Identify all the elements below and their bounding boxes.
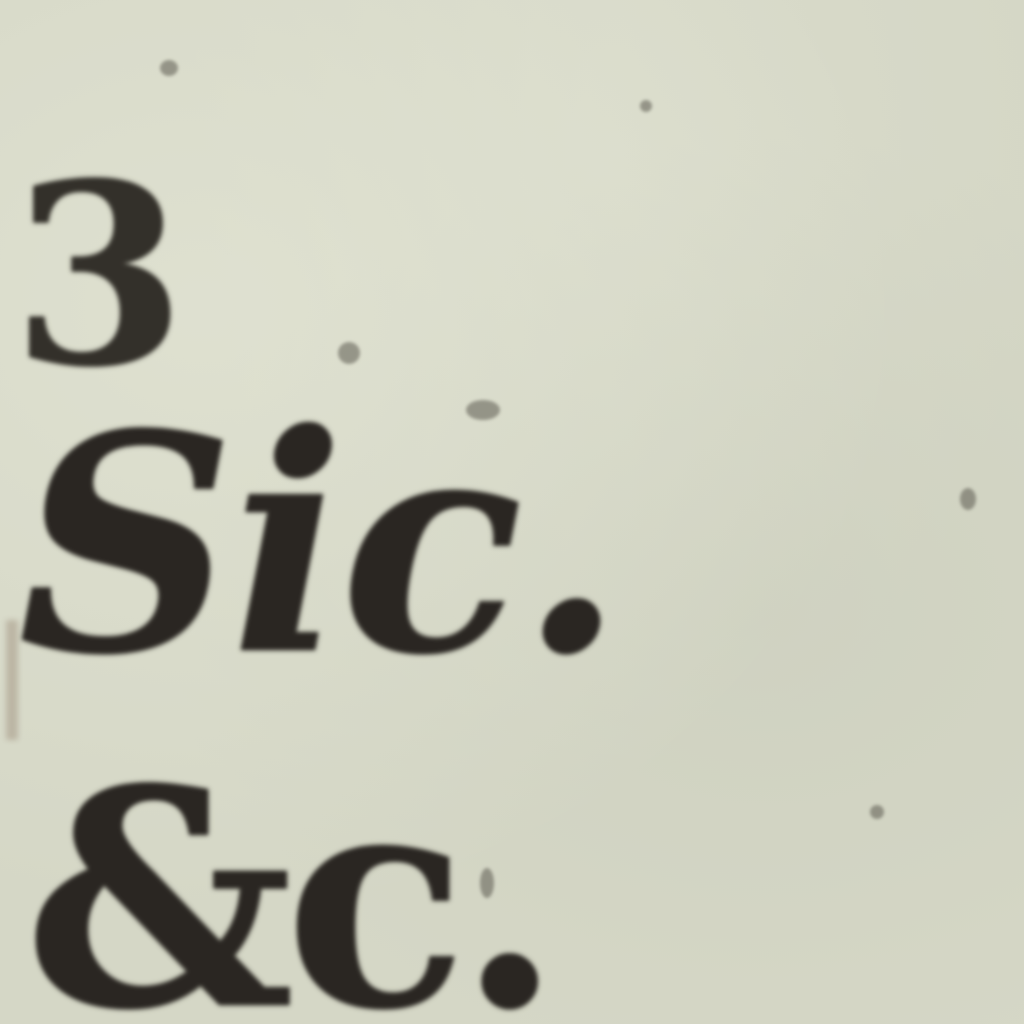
ink-speck [338, 342, 360, 364]
text-line-sic: Sic. [18, 368, 620, 721]
ink-speck [870, 805, 884, 819]
ink-speck [960, 488, 976, 510]
margin-mark [6, 620, 18, 740]
ink-speck [640, 100, 652, 112]
ink-speck [160, 60, 178, 76]
line-number: 3 [12, 128, 186, 422]
text-line-etc: &c. [24, 723, 552, 1024]
